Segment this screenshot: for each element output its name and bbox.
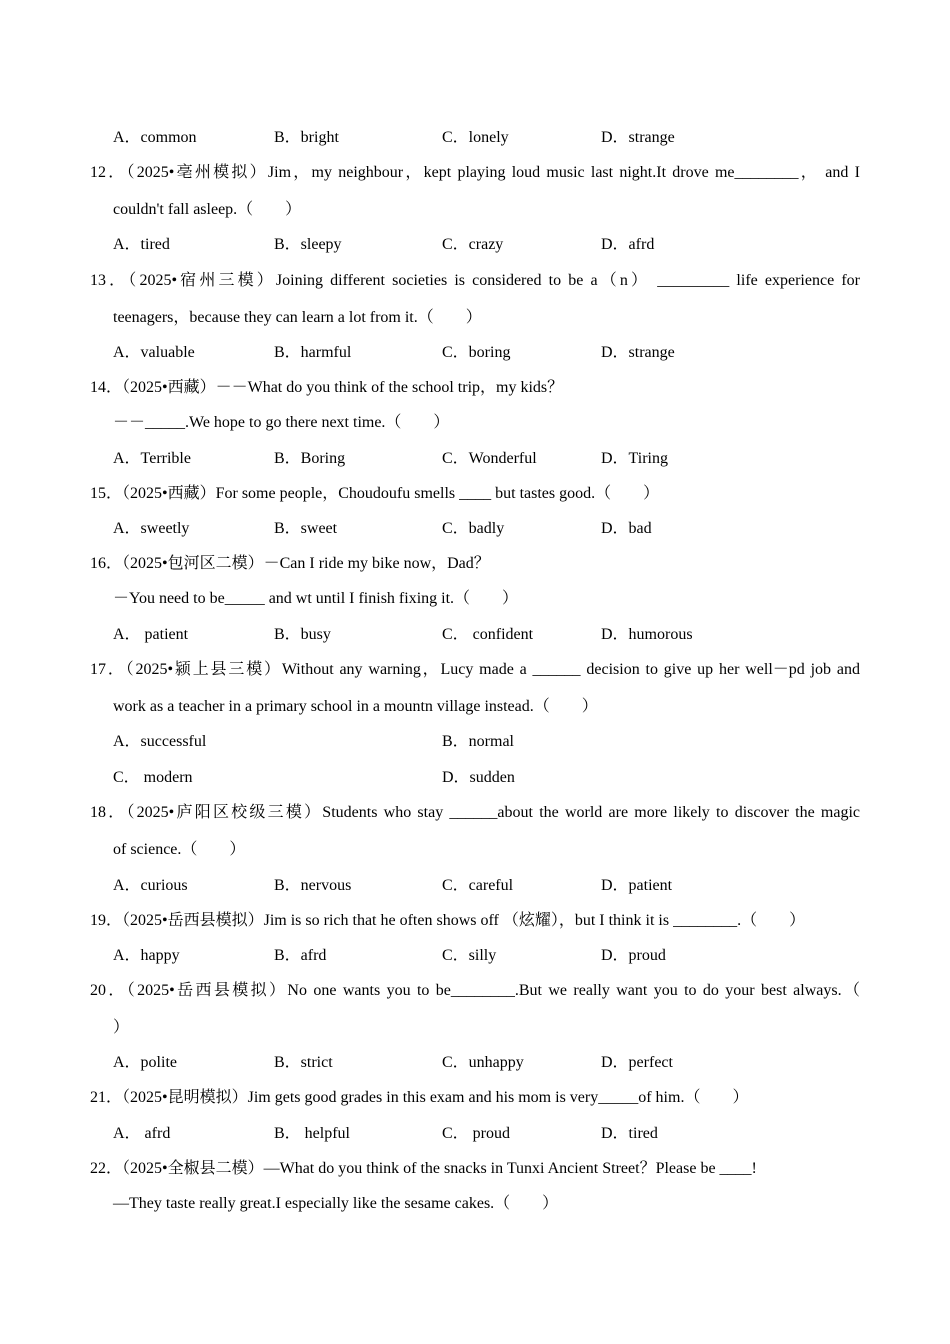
q14-options (113, 449, 873, 469)
q14-option-c: C．Wonderful (442, 450, 537, 467)
q17-option-d: D．sudden (442, 769, 515, 786)
q20-option-c: C．unhappy (442, 1054, 524, 1071)
q21-option-c: C． proud (442, 1125, 511, 1142)
q18-option-d: D．patient (601, 877, 673, 894)
q11-options (113, 128, 873, 148)
q15-option-a: A．sweetly (113, 520, 190, 537)
q15-option-b: B．sweet (274, 520, 338, 537)
q16-option-a: A． patient (113, 626, 189, 643)
q21-options (113, 1124, 873, 1144)
q15-stem-line1: 15．（2025•西藏）For some people，Choudoufu smells ____ but tastes good.（ ） (90, 485, 660, 502)
q19-option-b: B．afrd (274, 947, 327, 964)
q14-stem-line1: 14．（2025•西藏）－－What do you think of the school trip，my kids？ (90, 379, 564, 396)
q16-options (113, 625, 873, 645)
q14-stem-line2: －－_____.We hope to go there next time.（ ） (113, 414, 450, 431)
q22-stem-line1: 22．（2025•全椒县二模）—What do you think of the snacks in Tunxi Ancient Street？Please be ____! (90, 1160, 757, 1177)
q12-option-a: A．tired (113, 236, 170, 253)
q21-option-d: D．tired (601, 1125, 658, 1142)
q13-option-a: A．valuable (113, 344, 195, 361)
q13-option-d: D．strange (601, 344, 675, 361)
q19-stem-line1: 19．（2025•岳西县模拟）Jim is so rich that he often shows off （炫耀），but I think it is ________.（ ） (90, 912, 806, 929)
q13-option-b: B．harmful (274, 344, 352, 361)
q20-stem-line2: ） (113, 1019, 130, 1036)
q11-option-d: D．strange (601, 129, 675, 146)
q20-stem-line1: 20．（2025•岳西县模拟）No one wants you to be________.But we really want you to do your best always.（ (90, 982, 860, 999)
q16-option-c: C． confident (442, 626, 534, 643)
q22-stem-line2: —They taste really great.I especially like the sesame cakes.（ ） (113, 1195, 559, 1212)
q13-options (113, 343, 873, 363)
q17-option-b: B．normal (442, 733, 514, 750)
q12-stem-line2: couldn't fall asleep.（ ） (113, 201, 302, 218)
q11-option-c: C．lonely (442, 129, 509, 146)
q21-stem-line1: 21．（2025•昆明模拟）Jim gets good grades in this exam and his mom is very_____of him.（ ） (90, 1089, 749, 1106)
q15-option-c: C．badly (442, 520, 505, 537)
q17-stem-line1: 17．（2025•颍上县三模）Without any warning，Lucy made a ______ decision to give up her well－pd job and (90, 661, 860, 678)
q17-options-row1 (113, 732, 873, 752)
q17-option-c: C． modern (113, 769, 193, 786)
q12-options (113, 235, 873, 255)
q20-option-a: A．polite (113, 1054, 177, 1071)
q18-option-c: C．careful (442, 877, 514, 894)
q16-stem-line1: 16．（2025•包河区二模）－Can I ride my bike now，Dad？ (90, 555, 490, 572)
q20-option-b: B．strict (274, 1054, 333, 1071)
q16-option-b: B．busy (274, 626, 331, 643)
q17-stem-line2: work as a teacher in a primary school in a mountn village instead.（ ） (113, 698, 598, 715)
q19-option-d: D．proud (601, 947, 666, 964)
q18-option-b: B．nervous (274, 877, 352, 894)
q18-stem-line2: of science.（ ） (113, 841, 246, 858)
q12-option-c: C．crazy (442, 236, 504, 253)
q21-option-b: B． helpful (274, 1125, 350, 1142)
q19-options (113, 946, 873, 966)
q21-option-a: A． afrd (113, 1125, 171, 1142)
q18-option-a: A．curious (113, 877, 188, 894)
q20-options (113, 1053, 873, 1073)
q19-option-a: A．happy (113, 947, 180, 964)
q16-stem-line2: －You need to be_____ and wt until I finish fixing it.（ ） (113, 590, 519, 607)
q12-option-d: D．afrd (601, 236, 655, 253)
q13-option-c: C．boring (442, 344, 511, 361)
q11-option-b: B．bright (274, 129, 339, 146)
q17-option-a: A．successful (113, 733, 207, 750)
q12-stem-line1: 12．（2025•亳州模拟）Jim，my neighbour，kept playing loud music last night.It drove me________， and I (90, 164, 860, 181)
q19-option-c: C．silly (442, 947, 497, 964)
q14-option-a: A．Terrible (113, 450, 191, 467)
q20-option-d: D．perfect (601, 1054, 673, 1071)
q12-option-b: B．sleepy (274, 236, 342, 253)
q15-option-d: D．bad (601, 520, 652, 537)
q14-option-d: D．Tiring (601, 450, 668, 467)
q18-options (113, 876, 873, 896)
q18-stem-line1: 18．（2025•庐阳区校级三模）Students who stay ______about the world are more likely to discover the magic (90, 804, 860, 821)
q16-option-d: D．humorous (601, 626, 693, 643)
q17-options-row2 (113, 768, 873, 788)
q15-options (113, 519, 873, 539)
q13-stem-line1: 13．（2025•宿州三模）Joining different societies is considered to be a（n） _________ life experience for (90, 272, 860, 289)
q11-option-a: A．common (113, 129, 197, 146)
q13-stem-line2: teenagers，because they can learn a lot from it.（ ） (113, 309, 482, 326)
q14-option-b: B．Boring (274, 450, 346, 467)
